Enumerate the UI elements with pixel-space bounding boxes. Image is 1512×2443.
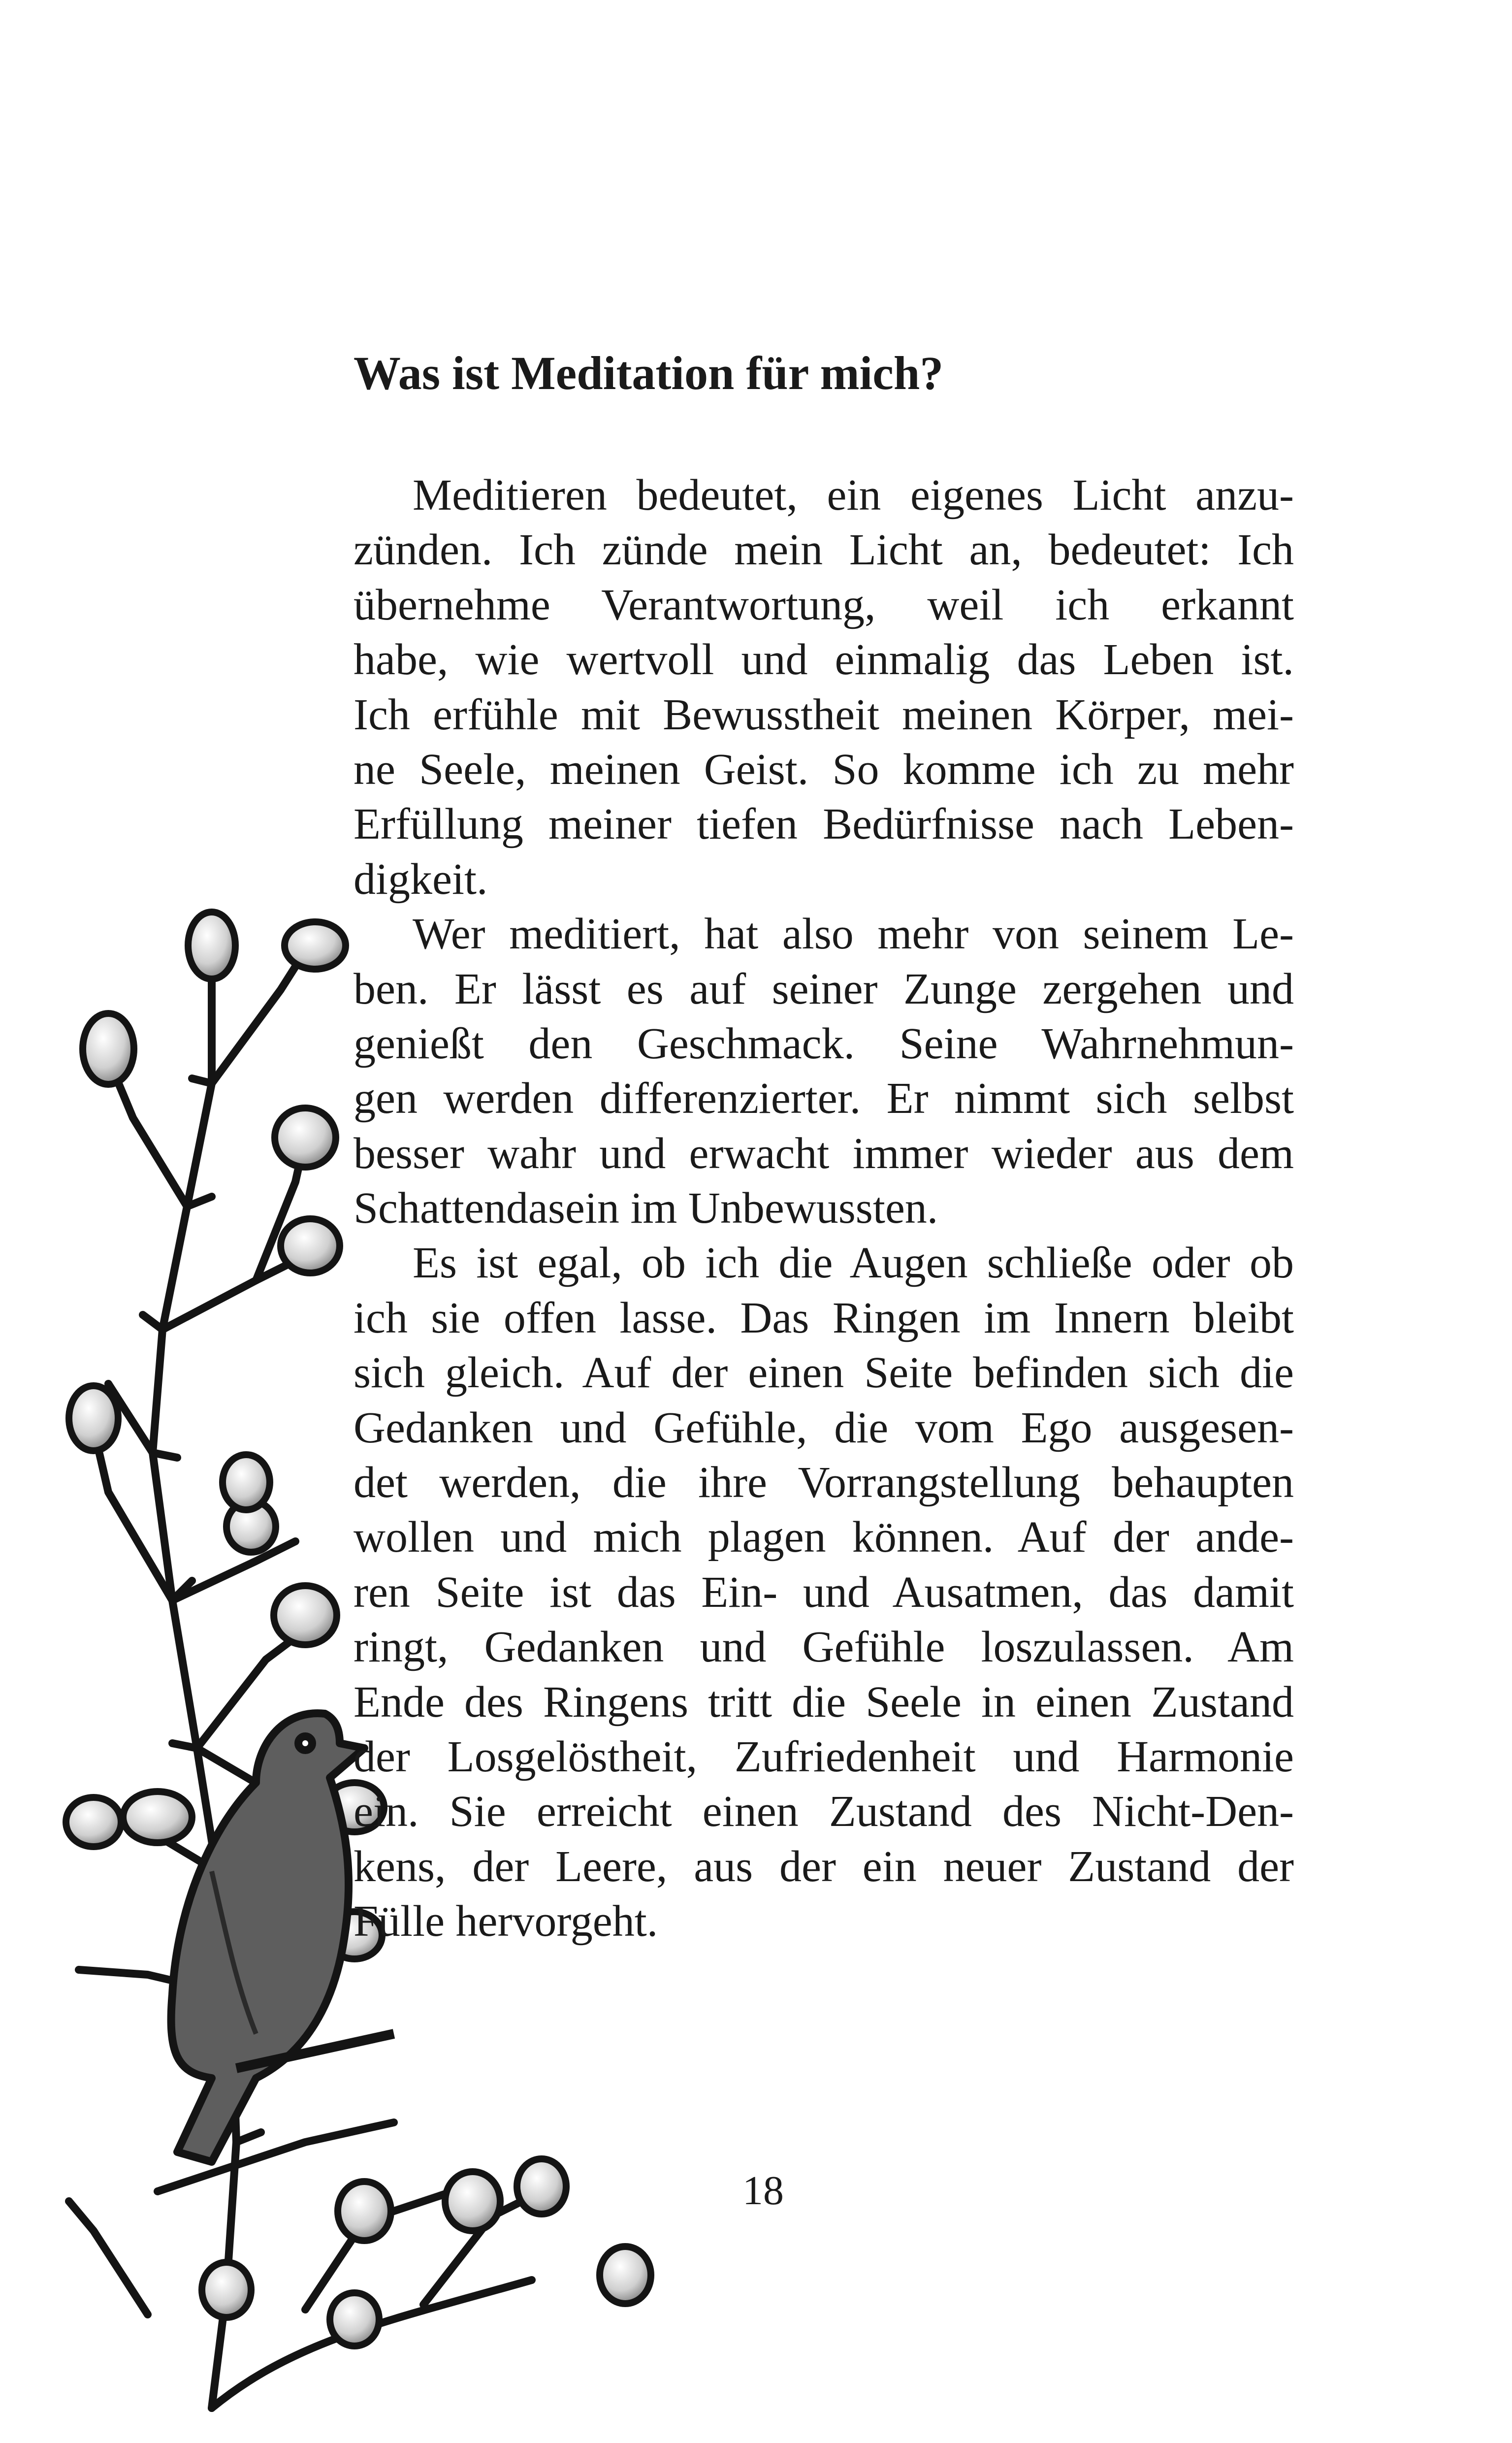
text-line: zünden. Ich zünde mein Licht an, bedeutet: Ich xyxy=(354,525,1294,575)
text-line: det werden, die ihre Vorrangstellung behaupten xyxy=(354,1458,1294,1507)
text-line: wollen und mich plagen können. Auf der ande- xyxy=(354,1513,1294,1562)
text-line: gen werden differenzierter. Er nimmt sich selbst xyxy=(354,1074,1294,1123)
text-line: übernehme Verantwortung, weil ich erkannt xyxy=(354,580,1294,629)
text-line: sich gleich. Auf der einen Seite befinden sich die xyxy=(354,1348,1294,1398)
text-line: ringt, Gedanken und Gefühle loszulassen. Am xyxy=(354,1623,1294,1672)
text-line: Meditieren bedeutet, ein eigenes Licht anzu- xyxy=(413,471,1294,520)
text-line: ein. Sie erreicht einen Zustand des Nicht-Den- xyxy=(354,1787,1294,1836)
text-line: digkeit. xyxy=(354,854,488,904)
text-line: genießt den Geschmack. Seine Wahrnehmun- xyxy=(354,1019,1294,1068)
text-line: Ich erfühle mit Bewusstheit meinen Körper, mei- xyxy=(354,690,1294,739)
text-line: ich sie offen lasse. Das Ringen im Innern bleibt xyxy=(354,1293,1294,1342)
text-line: Erfüllung meiner tiefen Bedürfnisse nach Leben- xyxy=(354,800,1294,849)
chapter-title: Was ist Meditation für mich? xyxy=(354,347,944,399)
text-line: besser wahr und erwacht immer wieder aus dem xyxy=(354,1129,1294,1178)
text-line: der Losgelöstheit, Zufriedenheit und Harmonie xyxy=(354,1732,1294,1781)
text-line: Ende des Ringens tritt die Seele in einen Zustand xyxy=(354,1677,1294,1726)
text-line: Es ist egal, ob ich die Augen schließe oder ob xyxy=(413,1238,1294,1288)
body-text xyxy=(354,468,1294,1949)
text-line: kens, der Leere, aus der ein neuer Zustand der xyxy=(354,1842,1294,1891)
text-line: habe, wie wertvoll und einmalig das Leben ist. xyxy=(354,635,1294,684)
text-line: ne Seele, meinen Geist. So komme ich zu mehr xyxy=(354,745,1294,794)
text-line: ren Seite ist das Ein- und Ausatmen, das damit xyxy=(354,1567,1294,1617)
text-line: Schattendasein im Unbewussten. xyxy=(354,1184,938,1233)
page-number: 18 xyxy=(742,2168,784,2214)
text-line: Fülle hervorgeht. xyxy=(354,1897,658,1946)
text-line: ben. Er lässt es auf seiner Zunge zergehen und xyxy=(354,964,1294,1013)
text-line: Wer meditiert, hat also mehr von seinem Le- xyxy=(413,910,1294,959)
text-line: Gedanken und Gefühle, die vom Ego ausgesen- xyxy=(354,1403,1294,1452)
